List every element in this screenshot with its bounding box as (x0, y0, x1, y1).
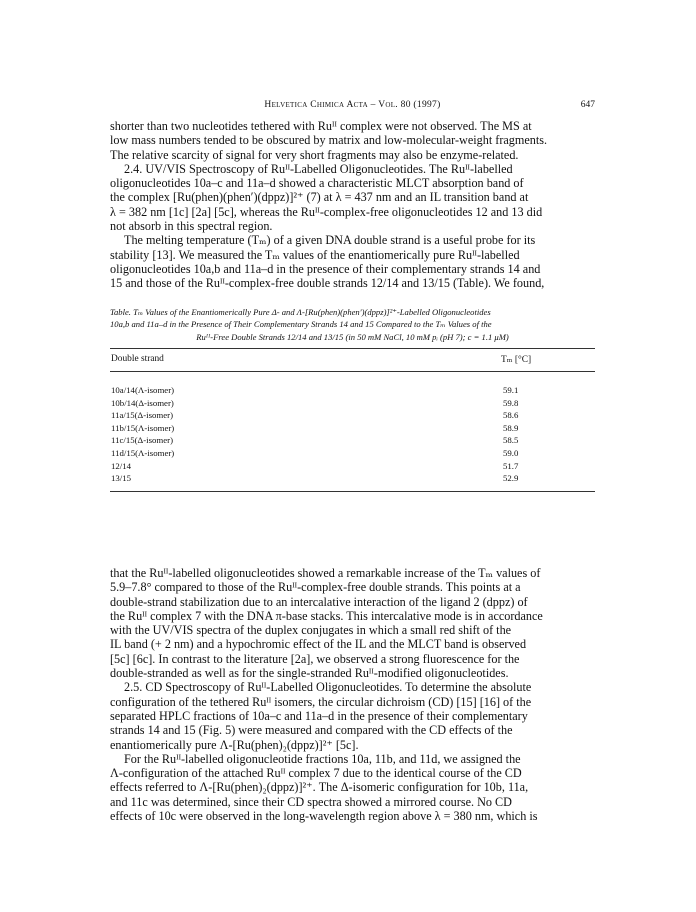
text-line: enantiomerically pure Λ-[Ru(phen)₂(dppz)]²⁺ [5c]. (110, 737, 359, 752)
caption-line: 10a,b and 11a–d in the Presence of Their Complementary Strands 14 and 15 Compared to the Tₘ Values of the (110, 319, 492, 330)
text-line: strands 14 and 15 (Fig. 5) were measured and compared with the CD effects of the (110, 723, 513, 738)
strand-cell: 11a/15(Δ-isomer) (111, 410, 174, 421)
tm-cell: 59.0 (503, 447, 519, 458)
text-line: λ = 382 nm [1c] [2a] [5c], whereas the Ruᴵᴵ-complex-free oligonucleotides 12 and 13 did (110, 204, 543, 219)
tm-cell: 58.6 (503, 410, 519, 421)
text-line: oligonucleotides 10a–c and 11a–d showed a characteristic MLCT absorption band of (110, 176, 524, 191)
text-line: stability [13]. We measured the Tₘ values of the enantiomerically pure Ruᴵᴵ-labelled (110, 247, 520, 262)
running-header (110, 100, 595, 114)
table-bottom-rule (110, 491, 595, 492)
text-line: separated HPLC fractions of 10a–c and 11a–d in the presence of their complementary (110, 708, 528, 723)
page-number: 647 (580, 100, 595, 110)
caption-line: Ruᴵᴵ-Free Double Strands 12/14 and 13/15 (in 50 mM NaCl, 10 mM pᵢ (pH 7); c = 1.1 μM) (196, 331, 509, 342)
table-row (110, 434, 595, 447)
text-line: double-strand stabilization due to an intercalative interaction of the ligand 2 (dppz) of (110, 594, 528, 609)
text-line: 15 and those of the Ruᴵᴵ-complex-free double strands 12/14 and 13/15 (Table). We found, (110, 276, 545, 291)
table-row (110, 397, 595, 410)
caption-line: Table. Tₘ Values of the Enantiomerically Pure Δ- and Λ-[Ru(phen)(phen′)(dppz)]²⁺-Labelled Oligonucleotides (110, 307, 491, 317)
tm-cell: 59.1 (503, 385, 519, 395)
text-line: [5c] [6c]. In contrast to the literature [2a], we observed a strong fluorescence for the (110, 651, 520, 666)
strand-cell: 11c/15(Δ-isomer) (111, 435, 174, 446)
table-row (110, 447, 595, 460)
text-line: Λ-configuration of the attached Ruᴵᴵ complex 7 due to the identical course of the CD (110, 766, 522, 781)
text-line: that the Ruᴵᴵ-labelled oligonucleotides showed a remarkable increase of the Tₘ values of (110, 566, 541, 580)
tm-cell: 52.9 (503, 473, 519, 484)
text-line: configuration of the tethered Ruᴵᴵ isomers, the circular dichroism (CD) [15] [16] of the (110, 694, 532, 709)
table-top-rule (110, 348, 595, 349)
text-line: and 11c was determined, since their CD spectra showed a mirrored course. No CD (110, 794, 512, 809)
text-line: The melting temperature (Tₘ) of a given DNA double strand is a useful probe for its (124, 233, 536, 248)
text-line: 5.9–7.8° compared to those of the Ruᴵᴵ-complex-free double strands. This points at a (110, 580, 521, 595)
journal-title: Helvetica Chimica Acta – Vol. 80 (1997) (264, 100, 441, 110)
table-header-rule (110, 371, 595, 372)
table-row (110, 472, 595, 485)
column-header-tm: Tₘ [°C] (501, 355, 532, 365)
text-line: oligonucleotides 10a,b and 11a–d in the presence of their complementary strands 14 and (110, 261, 541, 276)
text-line: For the Ruᴵᴵ-labelled oligonucleotide fractions 10a, 11b, and 11d, we assigned the (124, 751, 521, 766)
text-line: with the UV/VIS spectra of the duplex conjugates in which a small red shift of the (110, 623, 512, 638)
tm-cell: 58.9 (503, 422, 519, 433)
table-row (110, 409, 595, 422)
text-line: The relative scarcity of signal for very short fragments may also be enzyme-related. (110, 147, 519, 162)
text-line: low mass numbers tended to be obscured by matrix and low-molecular-weight fragments. (110, 133, 548, 148)
text-line: the complex [Ru(phen)(phen′)(dppz)]²⁺ (7) at λ = 437 nm and an IL transition band at (110, 190, 529, 205)
table-body (110, 384, 595, 485)
tm-cell: 58.5 (503, 435, 519, 446)
table-caption (110, 306, 595, 343)
text-line: IL band (+ 2 nm) and a hypochromic effect of the IL and the MLCT band is observed (110, 637, 527, 652)
strand-cell: 13/15 (111, 473, 132, 484)
strand-cell: 11d/15(Λ-isomer) (111, 447, 175, 458)
strand-cell: 11b/15(Λ-isomer) (111, 422, 175, 433)
table-row (110, 422, 595, 435)
strand-cell: 10b/14(Δ-isomer) (111, 397, 174, 408)
section-heading-line: 2.5. CD Spectroscopy of Ruᴵᴵ-Labelled Oligonucleotides. To determine the absolute (124, 680, 532, 695)
table-row (110, 384, 595, 397)
body-text-bottom (110, 566, 595, 823)
strand-cell: 12/14 (111, 460, 132, 471)
text-line: not absorb in this spectral region. (110, 219, 273, 234)
table-row (110, 460, 595, 473)
tm-cell: 59.8 (503, 397, 519, 408)
tm-cell: 51.7 (503, 460, 519, 471)
section-heading-line: 2.4. UV/VIS Spectroscopy of Ruᴵᴵ-Labelled Oligonucleotides. The Ruᴵᴵ-labelled (124, 161, 513, 176)
text-line: effects referred to Λ-[Ru(phen)₂(dppz)]²⁺. The Δ-isomeric configuration for 10b, 11a, (110, 780, 529, 795)
text-line: shorter than two nucleotides tethered with Ruᴵᴵ complex were not observed. The MS at (110, 119, 532, 133)
body-text-top (110, 119, 595, 291)
text-line: effects of 10c were observed in the long-wavelength region above λ = 380 nm, which is (110, 809, 538, 824)
column-header-strand: Double strand (111, 354, 164, 364)
strand-cell: 10a/14(Λ-isomer) (111, 385, 175, 395)
text-line: double-stranded as well as for the single-stranded Ruᴵᴵ-modified oligonucleotides. (110, 666, 509, 681)
text-line: the Ruᴵᴵ complex 7 with the DNA π-base stacks. This intercalative mode is in accordance (110, 608, 543, 623)
